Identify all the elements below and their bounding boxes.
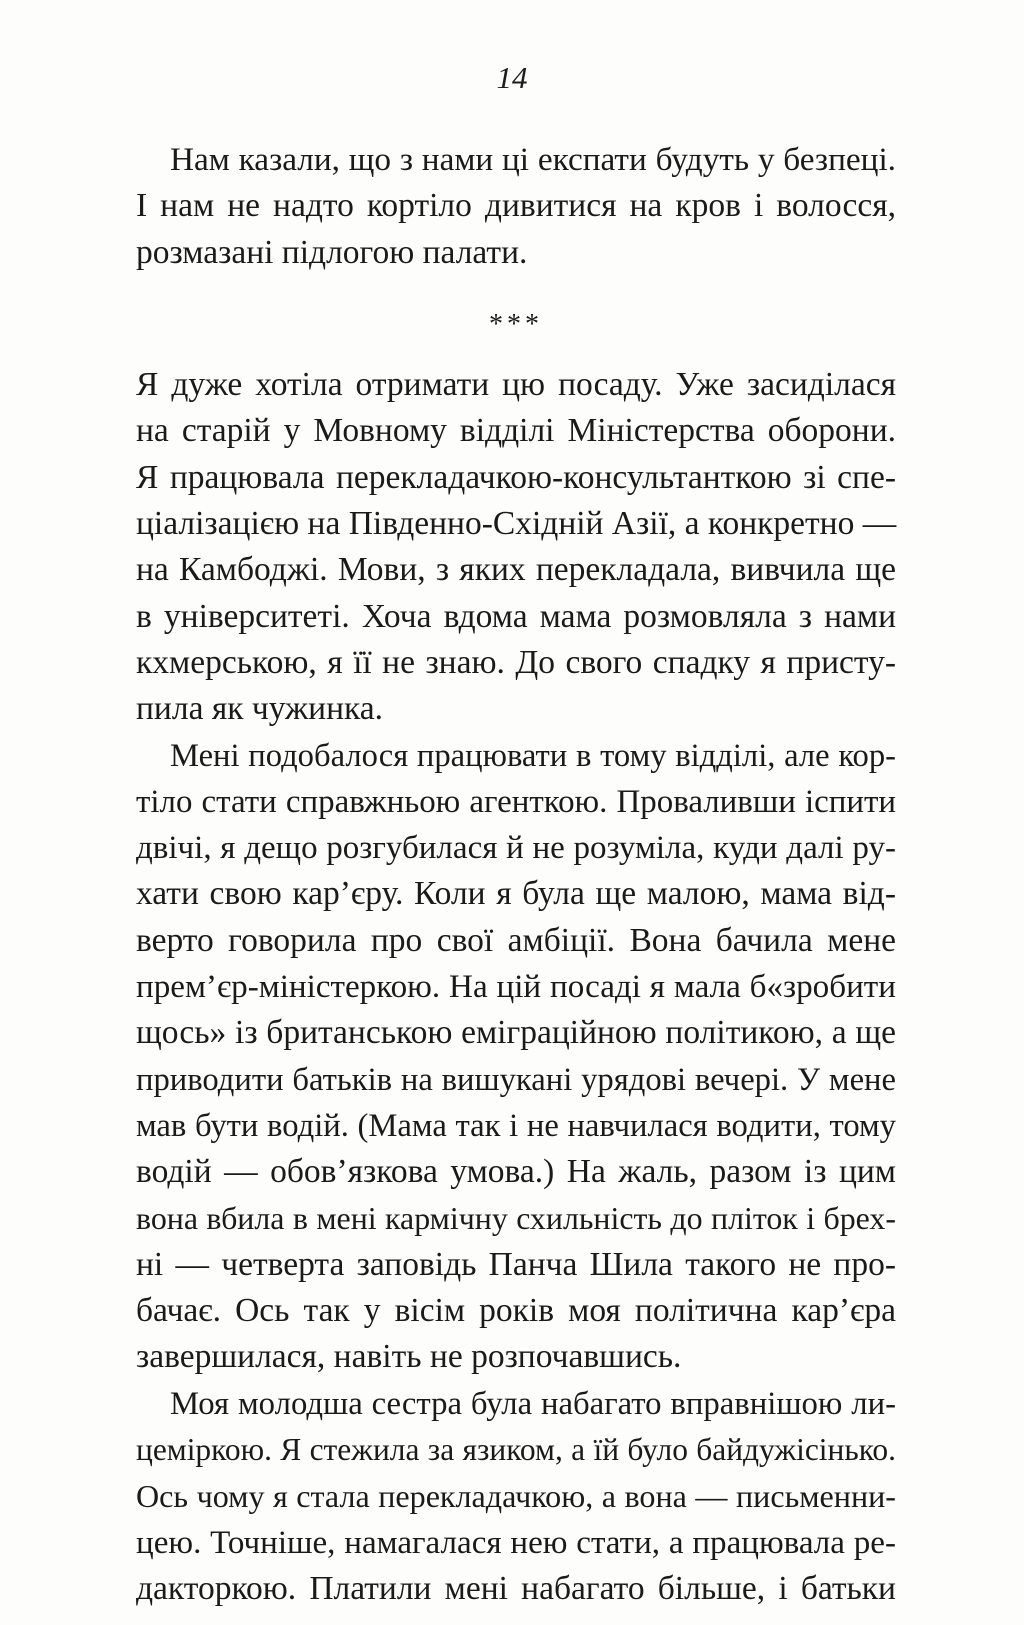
text-line: ні — четверта заповідь Панча Шила такого не про- [136,1245,896,1283]
text-line: приводити батьків на вишукані урядові вечері. У мене [136,1061,896,1098]
text-line: Моя молодша сестра була набагато вправнішою ли- [170,1385,896,1422]
body-text [136,137,896,1612]
text-line: цеміркою. Я стежила за язиком, а їй було байдужісінько. [136,1432,896,1468]
text-line: Ось чому я стала перекладачкою, а вона — письменни- [136,1478,896,1515]
text-line: розмазані підлогою палати. [136,233,528,271]
text-line: мав бути водій. (Мама так і не навчилася водити, тому [136,1107,896,1144]
text-line: кхмерською, я її не знаю. До свого спадку я присту- [136,643,896,681]
text-line: в університеті. Хоча вдома мама розмовляла з нами [136,597,896,635]
text-line: вона вбила в мені кармічну схильність до пліток і брех- [136,1200,896,1236]
text-line: водій — обов’язкова умова.) На жаль, разом із цим [136,1153,896,1191]
text-line: хати свою кар’єру. Коли я була ще малою, мама від- [136,875,896,913]
text-line: щось» із британською еміграційною політикою, а ще [136,1014,896,1052]
text-line: дакторкою. Платили мені набагато більше, і батьки [136,1569,896,1607]
text-line: на старій у Мовному відділі Міністерства оборони. [136,412,896,450]
text-line: І нам не надто кортіло дивитися на кров і волосся, [136,187,896,225]
text-line: ціалізацією на Південно-Східній Азії, а конкретно — [136,505,897,543]
text-line: двічі, я дещо розгубилася й не розуміла, куди далі ру- [136,830,896,867]
text-line: верто говорила про свої амбіції. Вона бачила мене [136,921,896,959]
text-line: Я дуже хотіла отримати цю посаду. Уже засиділася [136,366,896,404]
page-number: 14 [496,60,528,95]
text-line: на Камбоджі. Мови, з яких перекладала, вивчила ще [136,551,896,589]
text-line: завершилася, навіть не розпочавшись. [136,1338,682,1376]
text-line: Мені подобалося працювати в тому відділі, але кор- [170,737,896,774]
text-line: тіло стати справжньою агенткою. Проваливши іспити [136,783,896,820]
text-line: Я працювала перекладачкою-консультанткою зі спе- [136,458,896,496]
text-line: пила як чужинка. [136,690,384,728]
text-line: бачає. Ось так у вісім років моя політична кар’єра [136,1292,896,1330]
section-separator: *** [489,308,543,340]
text-line: цею. Точніше, намагалася нею стати, а працювала ре- [136,1524,896,1561]
text-line: Нам казали, що з нами ці експати будуть у безпеці. [170,141,896,178]
text-line: прем’єр-міністеркою. На цій посаді я мала б«зробити [136,968,896,1006]
